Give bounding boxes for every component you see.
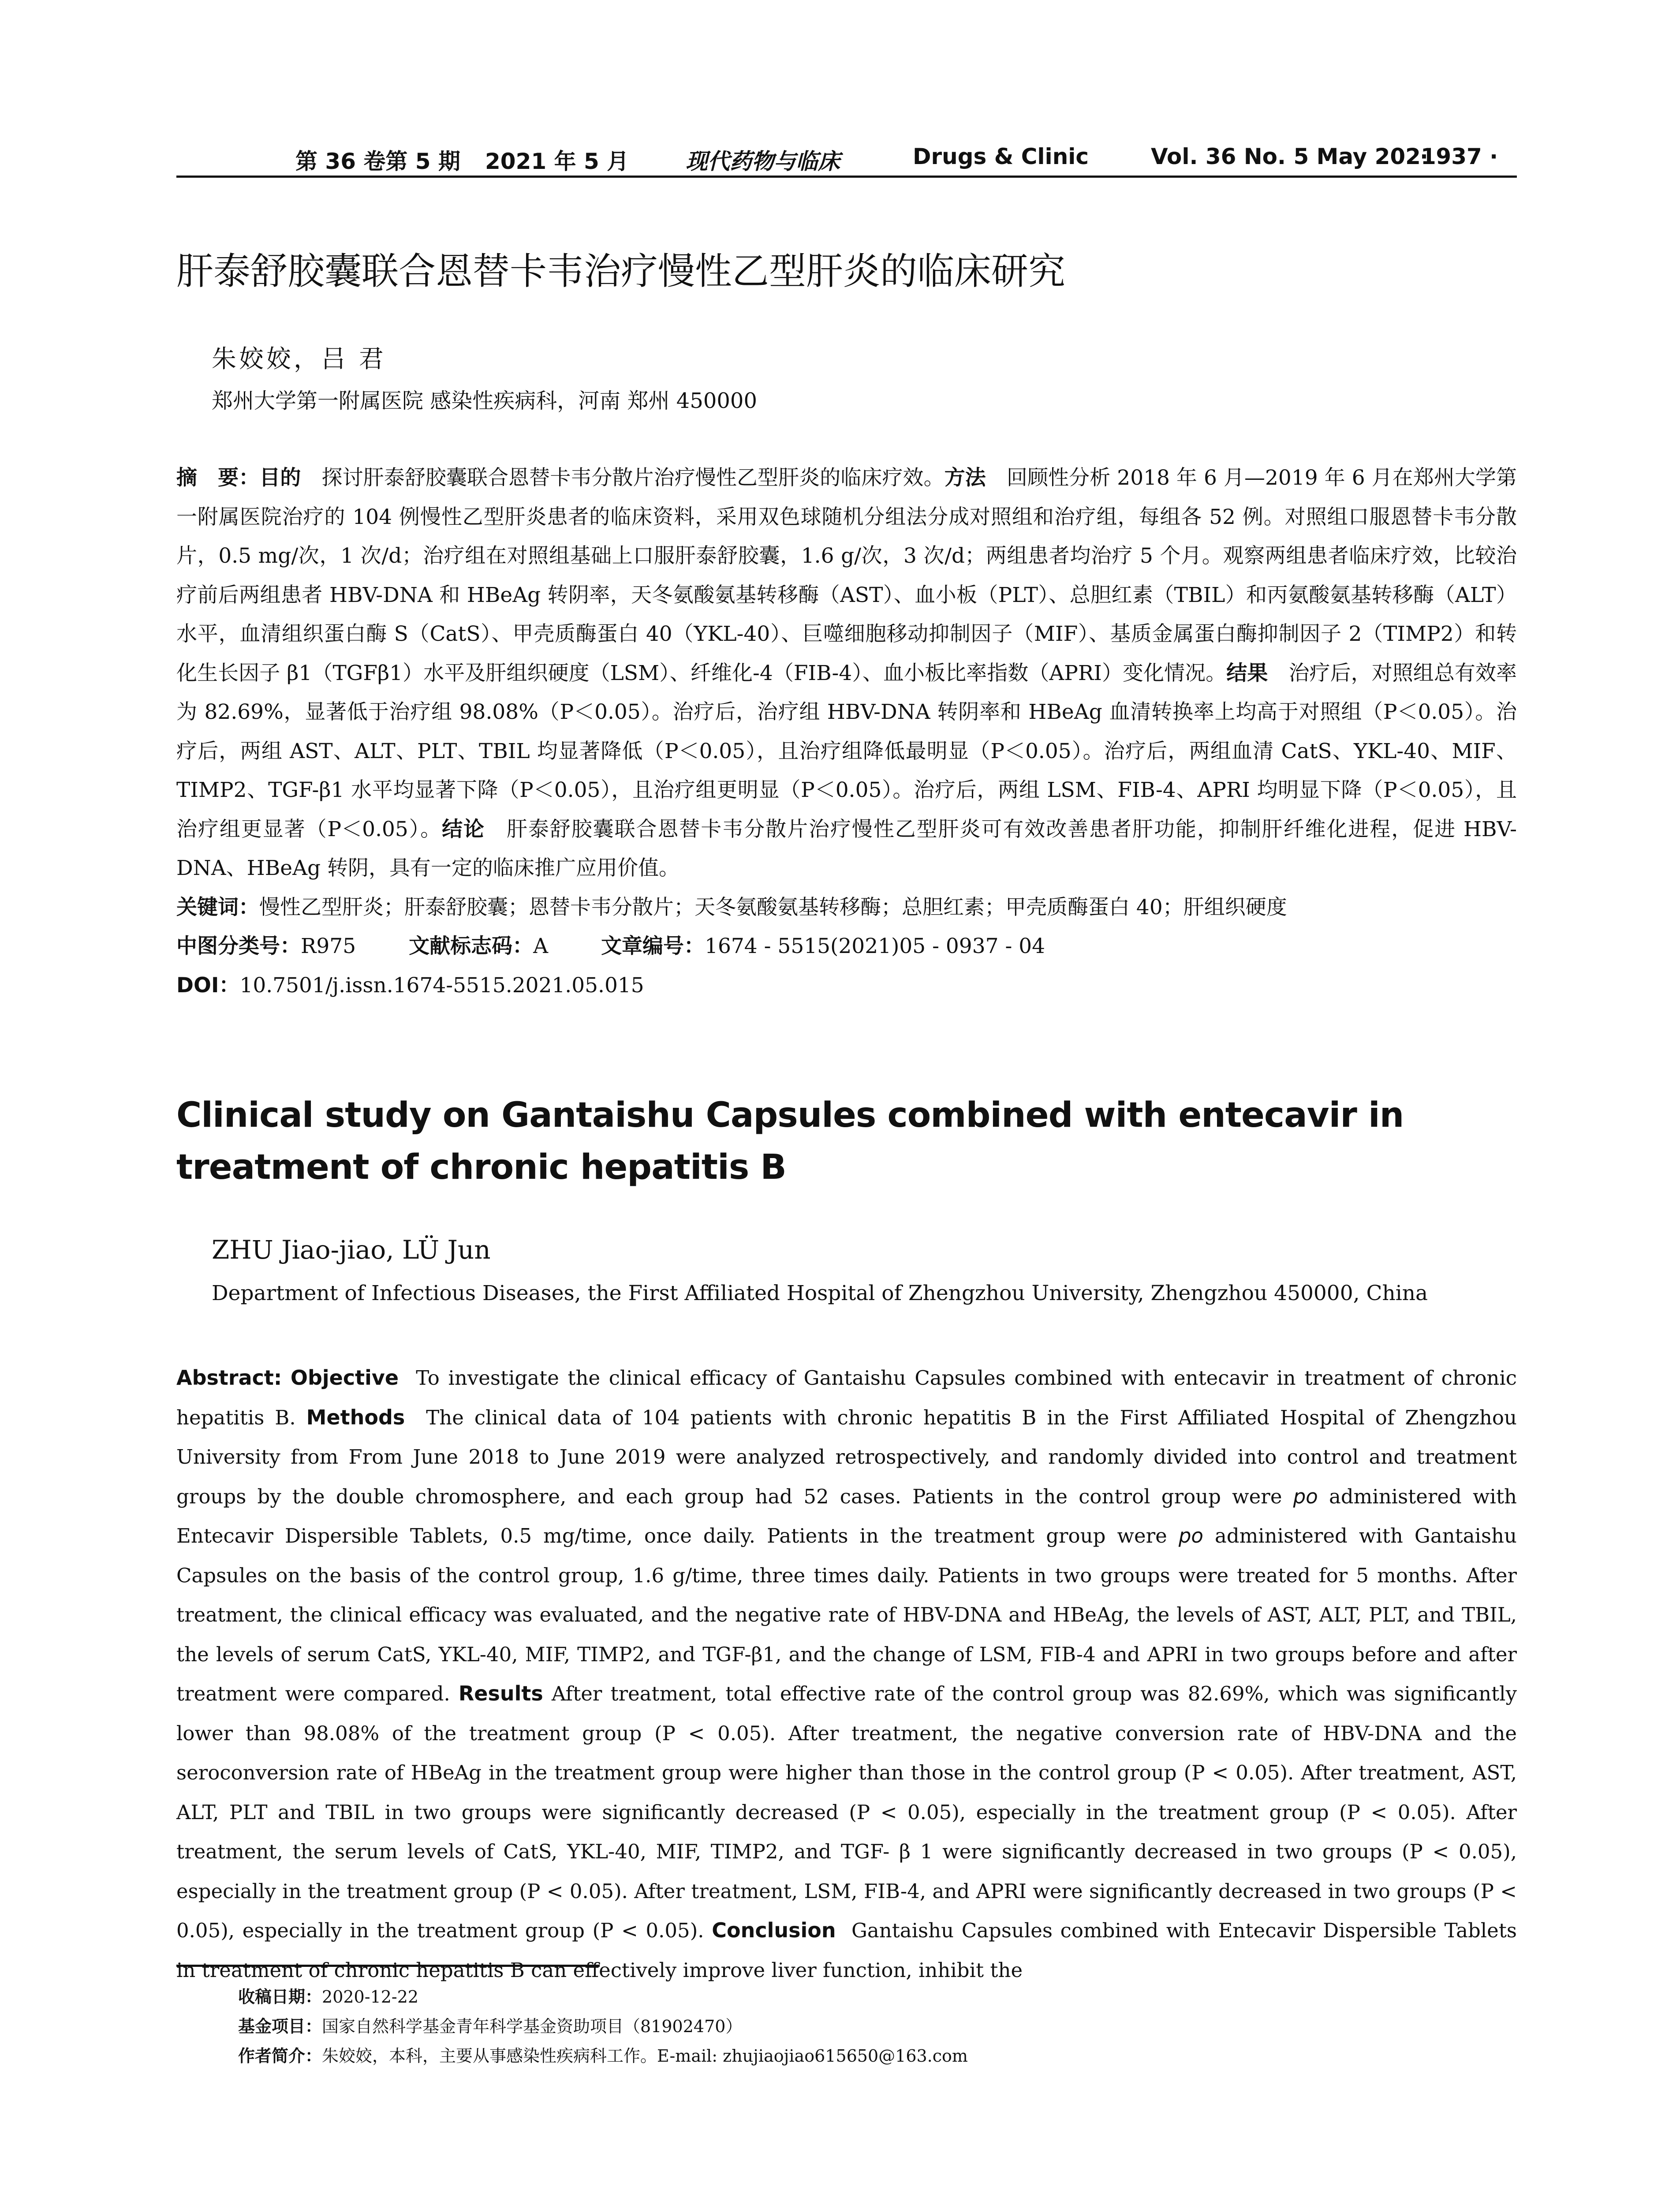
methods-cn-label: 方法 <box>944 466 986 490</box>
affiliation-en: Department of Infectious Diseases, the First Affiliated Hospital of Zhengzhou University, Zhengzhou 450000, China <box>212 1281 1428 1305</box>
po-term-1: po <box>1293 1484 1318 1508</box>
header-issue: 第 36 卷第 5 期 <box>295 149 460 174</box>
clc-value: R975 <box>301 934 356 958</box>
abstract-cn-body <box>176 459 1517 888</box>
received-date: 2020-12-22 <box>322 1987 419 2007</box>
methods-en-text-2: administered with Entecavir Dispersible Tablets, 0.5 mg/time, once daily. Patients in the treatment group were <box>176 1484 1517 1547</box>
abstract-en-label: Abstract: <box>176 1366 282 1390</box>
article-title-en: Clinical study on Gantaishu Capsules combined with entecavir in treatment of chronic hepatitis B <box>176 1095 1404 1187</box>
doi-line <box>176 966 1517 1005</box>
fund-text: 国家自然科学基金青年科学基金资助项目（81902470） <box>322 2017 743 2036</box>
received-label: 收稿日期： <box>238 1987 322 2007</box>
clc-label: 中图分类号： <box>176 934 301 958</box>
doi-label: DOI： <box>176 973 240 998</box>
methods-cn-text: 回顾性分析 2018 年 6 月—2019 年 6 月在郑州大学第一附属医院治疗的 104 例慢性乙型肝炎患者的临床资料，采用双色球随机分组法分成对照组和治疗组，每组各 52 例。对照组口服恩替卡韦分散片，0.5 mg/次，1 次/d；治疗组在对照组基础上口服肝泰舒胶囊，1.6 g/次，3 次/d；两组患者均治疗 5 个月。观察两组患者临床疗效，比较治疗前后两组患者 HBV-DNA 和 HBeAg 转阴率，天冬氨酸氨基转移酶（AST）、血小板（PLT）、总胆红素（TBIL）和丙氨酸氨基转移酶（ALT）水平，血清组织蛋白酶 S（CatS）、甲壳质酶蛋白 40（YKL-40）、巨噬细胞移动抑制因子（MIF）、基质金属蛋白酶抑制因子 2（TIMP2）和转化生长因子 β1（TGFβ1）水平及肝组织硬度（LSM）、纤维化-4（FIB-4）、血小板比率指数（APRI）变化情况。 <box>176 466 1517 685</box>
objective-en-text: To investigate the clinical efficacy of Gantaishu Capsules combined with entecavir in treatment of chronic hepatitis B. <box>176 1366 1517 1429</box>
article-no-label: 文章编号： <box>601 934 705 958</box>
conclusion-en-text: Gantaishu Capsules combined with Entecavir Dispersible Tablets in treatment of chronic hepatitis B can effectively improve liver function, inhibit the <box>176 1919 1517 1982</box>
footnote-received <box>238 1982 968 2012</box>
objective-cn-label: 目的 <box>259 466 301 490</box>
header-volume: Vol. 36 No. 5 May 2021 <box>1151 144 1436 169</box>
article-title-cn: 肝泰舒胶囊联合恩替卡韦治疗慢性乙型肝炎的临床研究 <box>176 250 1066 293</box>
header-date: 2021 年 5 月 <box>485 149 629 174</box>
doc-code-value: A <box>533 934 549 958</box>
doi-value[interactable]: 10.7501/j.issn.1674-5515.2021.05.015 <box>239 973 644 998</box>
footnote-divider <box>176 1965 600 1967</box>
keywords-cn <box>176 888 1517 927</box>
po-term-2: po <box>1178 1524 1203 1547</box>
methods-en-label: Methods <box>306 1405 405 1429</box>
methods-en-text-3: administered with Gantaishu Capsules on the basis of the control group, 1.6 g/time, three times daily. Patients in two groups were treated for 5 months. After treatment, the clinical efficacy was evaluated, and the negative rate of HBV-DNA and HBeAg, the levels of AST, ALT, PLT, and TBIL, the levels of serum CatS, YKL-40, MIF, TIMP2, and TGF-β1, and the change of LSM, FIB-4 and APRI in two groups before and after treatment were compared. <box>176 1524 1517 1705</box>
conclusion-en-label: Conclusion <box>712 1918 836 1942</box>
methods-en-text-1: The clinical data of 104 patients with chronic hepatitis B in the First Affiliated Hospital of Zhengzhou University from From June 2018 to June 2019 were analyzed retrospectively, and randomly divided into control and treatment groups by the double chromosphere, and each group had 52 cases. Patients in the control group were <box>176 1405 1517 1508</box>
running-header <box>176 140 1517 178</box>
doc-code-label: 文献标志码： <box>409 934 534 958</box>
conclusion-cn-label: 结论 <box>442 817 485 841</box>
keywords-cn-text: 慢性乙型肝炎；肝泰舒胶囊；恩替卡韦分散片；天冬氨酸氨基转移酶；总胆红素；甲壳质酶蛋白 40；肝组织硬度 <box>259 895 1287 919</box>
authors-cn: 朱姣姣，吕 君 <box>212 345 386 374</box>
results-en-text: After treatment, total effective rate of the control group was 82.69%, which was significantly lower than 98.08% of the treatment group (P < 0.05). After treatment, the negative conversion rate of HBV-DNA and the seroconversion rate of HBeAg in the treatment group were higher than those in the control group (P < 0.05). After treatment, AST, ALT, PLT and TBIL in two groups were significantly decreased (P < 0.05), especially in the treatment group (P < 0.05). After treatment, the serum levels of CatS, YKL-40, MIF, TIMP2, and TGF- β 1 were significantly decreased in two groups (P < 0.05), especially in the treatment group (P < 0.05). After treatment, LSM, FIB-4, and APRI were significantly decreased in two groups (P < 0.05), especially in the treatment group (P < 0.05). <box>176 1682 1517 1942</box>
results-cn-label: 结果 <box>1226 661 1268 685</box>
objective-cn-text: 探讨肝泰舒胶囊联合恩替卡韦分散片治疗慢性乙型肝炎的临床疗效。 <box>321 466 945 490</box>
results-cn-text: 治疗后，对照组总有效率为 82.69%，显著低于治疗组 98.08%（P＜0.05）。治疗后，治疗组 HBV-DNA 转阴率和 HBeAg 血清转换率上均高于对照组（P＜0.05）。治疗后，两组 AST、ALT、PLT、TBIL 均显著降低（P＜0.05），且治疗组降低最明显（P＜0.05）。治疗后，两组血清 CatS、YKL-40、MIF、TIMP2、TGF-β1 水平均显著下降（P＜0.05），且治疗组更明显（P＜0.05）。治疗后，两组 LSM、FIB-4、APRI 均明显下降（P＜0.05），且治疗组更显著（P＜0.05）。 <box>176 661 1517 841</box>
abstract-cn <box>176 459 1517 1005</box>
footnotes <box>238 1982 968 2071</box>
article-no-value: 1674 - 5515(2021)05 - 0937 - 04 <box>705 934 1045 958</box>
authors-en: ZHU Jiao-jiao, LÜ Jun <box>212 1235 491 1265</box>
abstract-cn-label: 摘 要： <box>176 466 260 490</box>
results-en-label: Results <box>458 1682 543 1705</box>
conclusion-cn-text: 肝泰舒胶囊联合恩替卡韦分散片治疗慢性乙型肝炎可有效改善患者肝功能，抑制肝纤维化进程，促进 HBV-DNA、HBeAg 转阴，具有一定的临床推广应用价值。 <box>176 817 1517 880</box>
abstract-en <box>176 1358 1517 1990</box>
footnote-author <box>238 2041 968 2071</box>
header-page-number: · 937 · <box>1420 144 1498 169</box>
classification-line <box>176 927 1517 966</box>
header-journal-en: Drugs & Clinic <box>913 144 1089 169</box>
author-bio-text: 朱姣姣，本科，主要从事感染性疾病科工作。E-mail: zhujiaojiao615650@163.com <box>322 2046 968 2066</box>
author-bio-label: 作者简介： <box>238 2046 322 2066</box>
header-journal-cn: 现代药物与临床 <box>686 149 840 174</box>
fund-label: 基金项目： <box>238 2017 322 2036</box>
affiliation-cn: 郑州大学第一附属医院 感染性疾病科，河南 郑州 450000 <box>212 389 758 413</box>
footnote-fund <box>238 2012 968 2041</box>
objective-en-label: Objective <box>290 1366 399 1390</box>
keywords-cn-label: 关键词： <box>176 895 259 919</box>
